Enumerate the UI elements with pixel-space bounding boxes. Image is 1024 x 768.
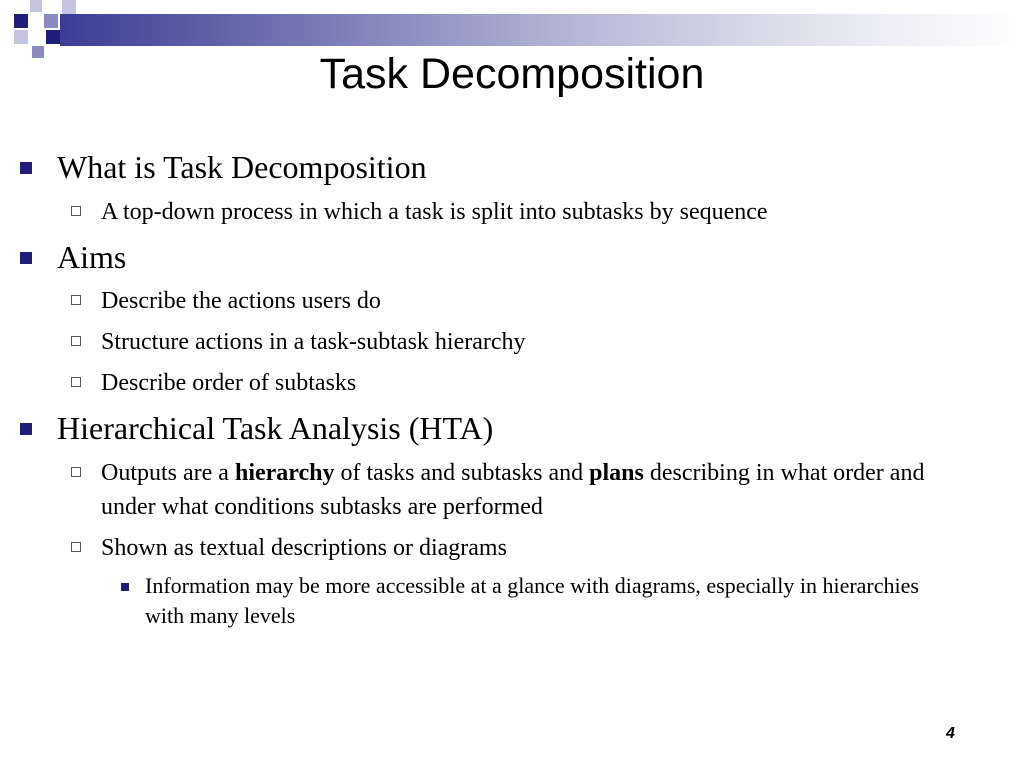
text-run: of tasks and subtasks and (334, 460, 590, 486)
filled-square-bullet-icon (20, 252, 32, 264)
bullet-text: What is Task Decomposition (57, 149, 427, 185)
sub-bullet-text: A top-down process in which a task is split into subtasks by sequence (101, 199, 768, 225)
hollow-square-bullet-icon (71, 377, 81, 387)
page-number: 4 (946, 725, 955, 742)
bullet-text: Hierarchical Task Analysis (HTA) (57, 410, 494, 446)
hollow-square-bullet-icon (71, 467, 81, 477)
sub-sub-bullet-text: Information may be more accessible at a glance with diagrams, especially in hierarchies with many levels (145, 573, 919, 628)
bullet-text: Aims (57, 239, 127, 275)
hollow-square-bullet-icon (71, 295, 81, 305)
small-square-bullet-icon (121, 583, 129, 591)
bold-term-plans: plans (589, 460, 644, 486)
hollow-square-bullet-icon (71, 542, 81, 552)
bold-term-hierarchy: hierarchy (234, 460, 335, 486)
hollow-square-bullet-icon (71, 206, 81, 216)
sub-bullet-text: Describe the actions users do (101, 288, 381, 314)
sub-bullet-text (101, 456, 971, 524)
filled-square-bullet-icon (20, 162, 32, 174)
text-run: Outputs are a (101, 460, 235, 486)
sub-bullet-text: Describe order of subtasks (101, 370, 357, 396)
slide-title: Task Decomposition (319, 50, 705, 98)
sub-bullet-text: Shown as textual descriptions or diagrams (101, 535, 507, 561)
hollow-square-bullet-icon (71, 336, 81, 346)
text-run: describing in what order and under what conditions subtasks are performed (101, 460, 925, 520)
filled-square-bullet-icon (20, 423, 32, 435)
sub-bullet-text: Structure actions in a task-subtask hierarchy (101, 329, 526, 355)
